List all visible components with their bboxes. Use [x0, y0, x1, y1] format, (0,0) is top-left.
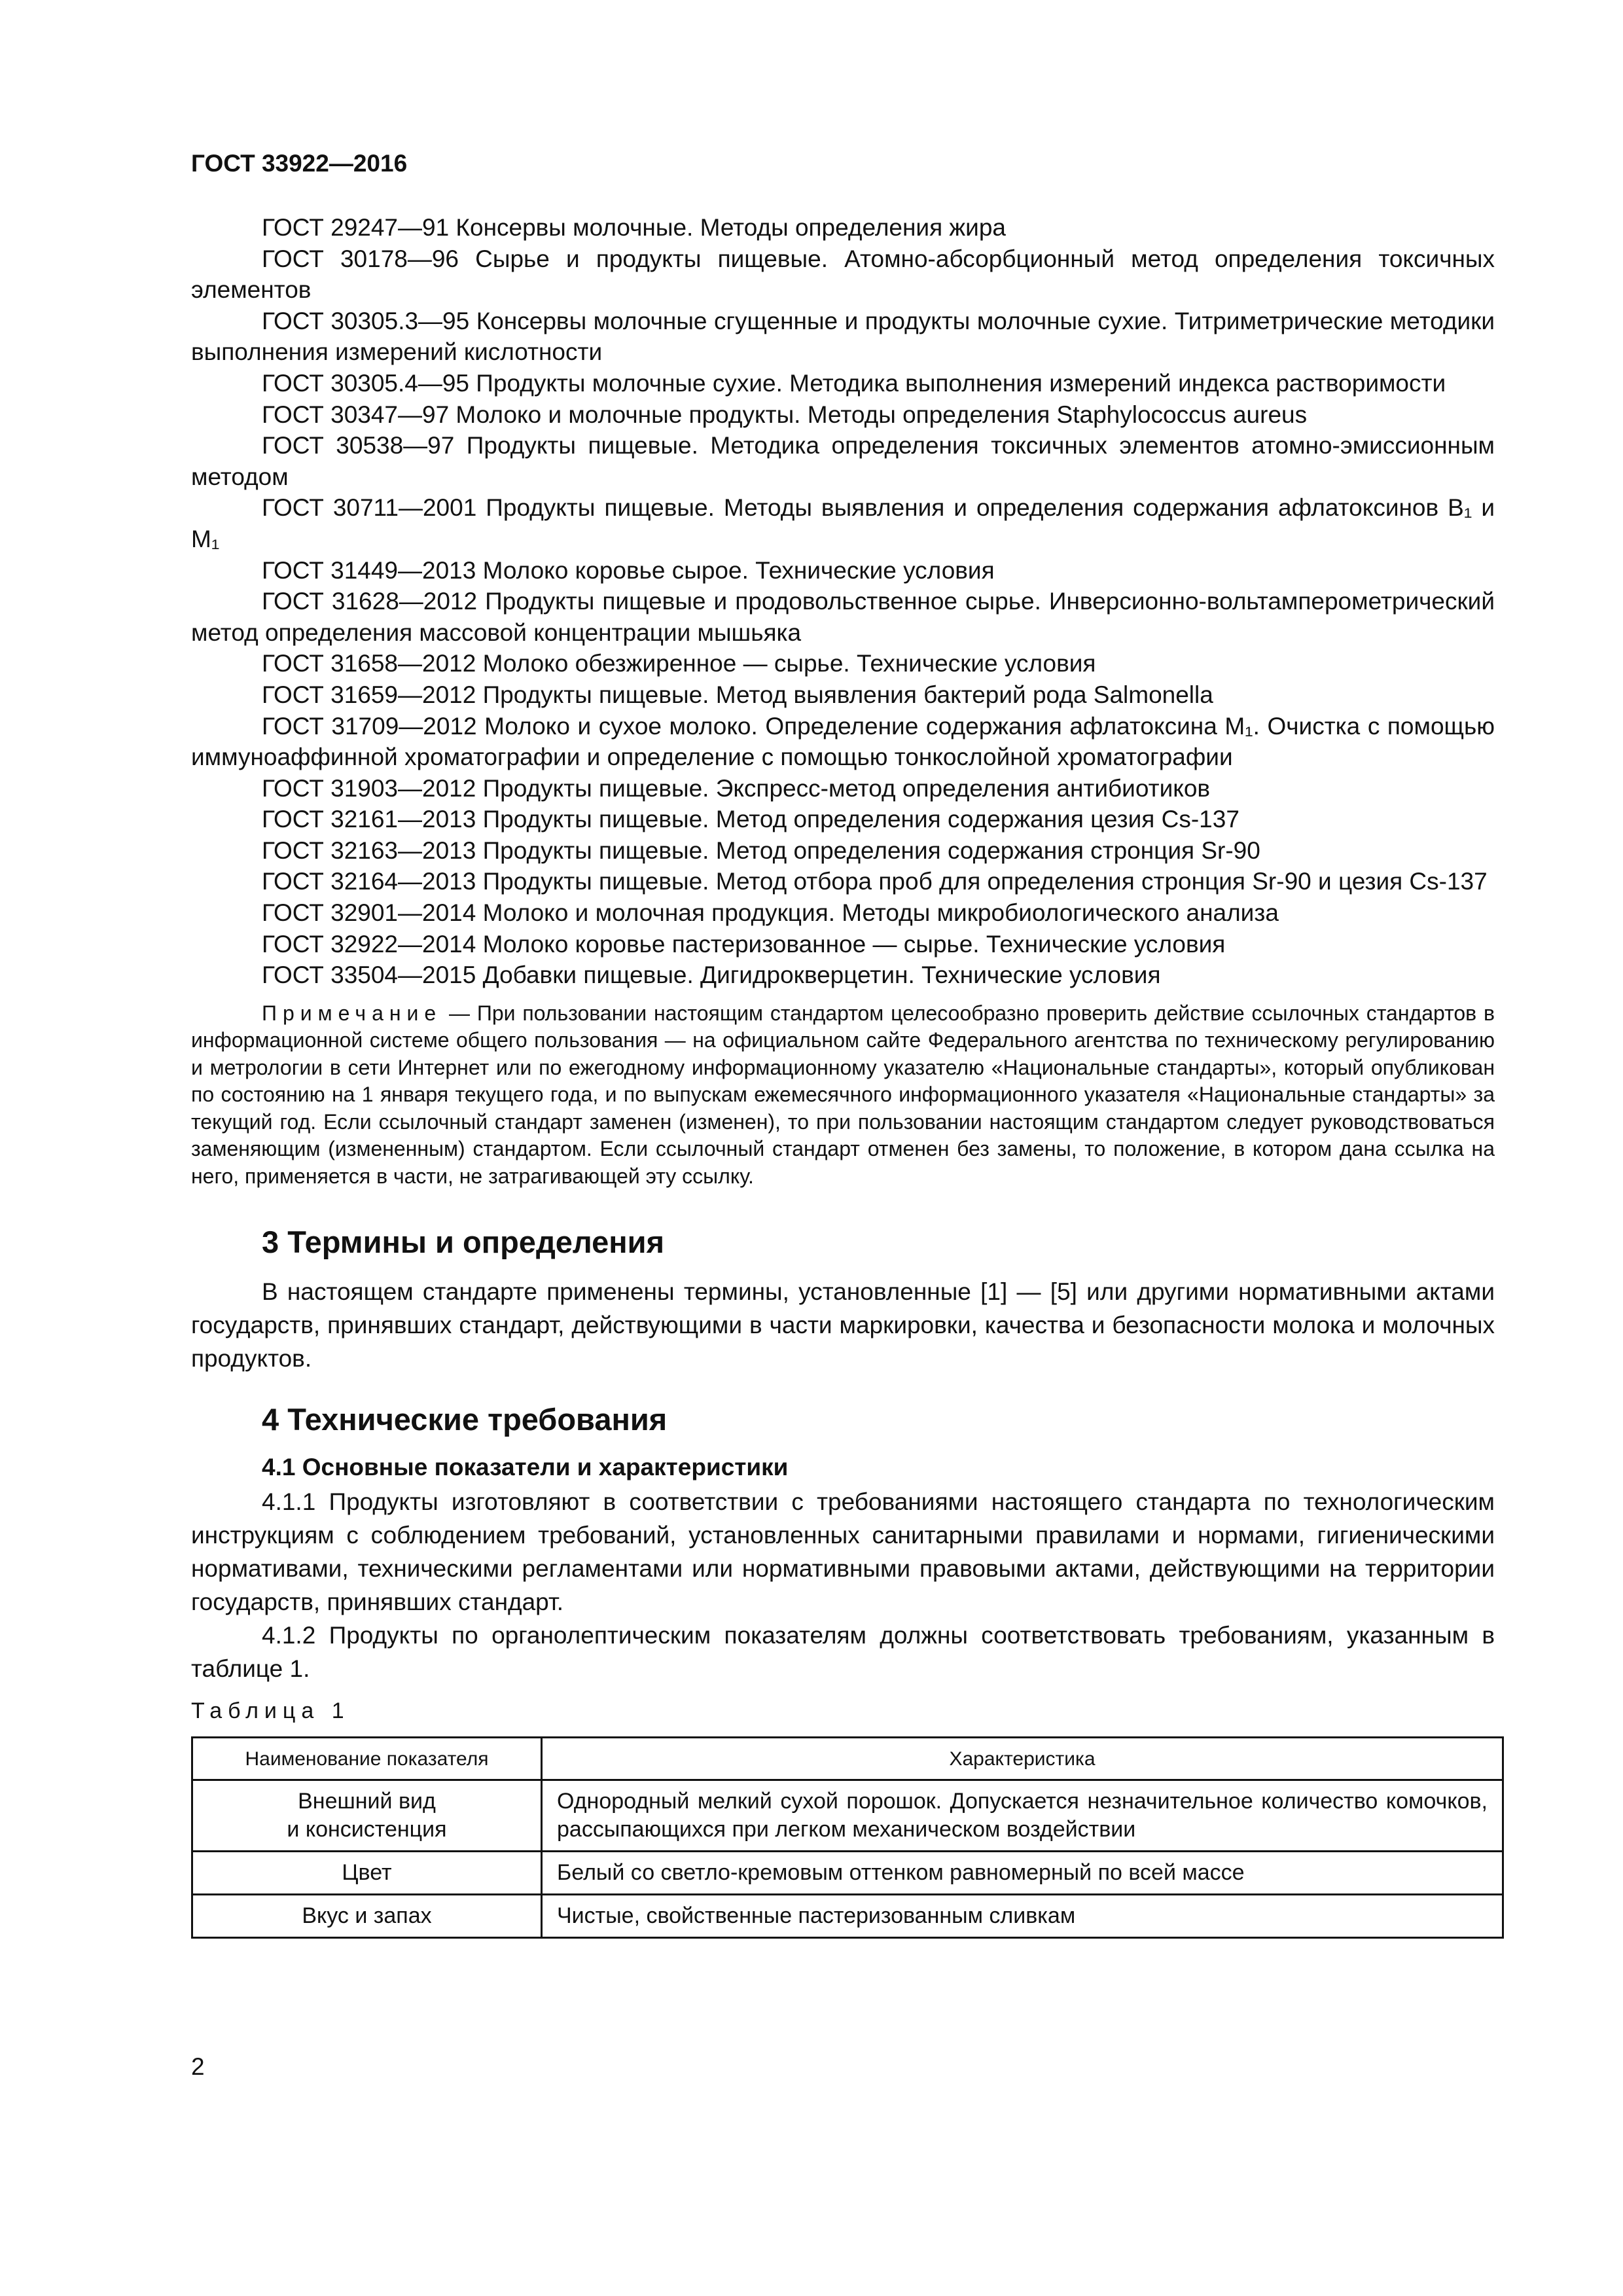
reference-item: ГОСТ 32164—2013 Продукты пищевые. Метод отбора проб для определения стронция Sr-90 и цезия Cs-137	[262, 868, 1488, 895]
indicator-cell: Вкус и запах	[192, 1895, 542, 1938]
table-header-row	[192, 1738, 1503, 1780]
paragraph-4-1-2: 4.1.2 Продукты по органолептическим показателям должны соответствовать требованиям, указанным в таблице 1.	[191, 1622, 1495, 1683]
table-row	[192, 1780, 1503, 1852]
indicator-cell: Цвет	[192, 1852, 542, 1895]
reference-item: ГОСТ 30178—96 Сырье и продукты пищевые. Атомно-абсорбционный метод определения токсичных элементов	[191, 245, 1495, 304]
table-1-caption: Таблица 1	[191, 1698, 350, 1724]
characteristic-cell: Белый со светло-кремовым оттенком равномерный по всей массе	[542, 1852, 1503, 1895]
indicator-name: и консистенция	[287, 1817, 447, 1842]
reference-item: ГОСТ 31658—2012 Молоко обезжиренное — сырье. Технические условия	[262, 650, 1096, 677]
reference-item: ГОСТ 32901—2014 Молоко и молочная продукция. Методы микробиологического анализа	[262, 899, 1279, 927]
reference-item: ГОСТ 30538—97 Продукты пищевые. Методика определения токсичных элементов атомно-эмиссионным методом	[191, 432, 1495, 490]
note-label: Примечание	[262, 1001, 442, 1025]
reference-item: ГОСТ 31903—2012 Продукты пищевые. Экспресс-метод определения антибиотиков	[262, 774, 1211, 802]
page-content	[191, 149, 1495, 1939]
header-characteristic: Характеристика	[542, 1738, 1503, 1780]
section-4-heading: 4 Технические требования	[262, 1402, 668, 1437]
indicator-name: Внешний вид	[298, 1789, 436, 1814]
page-number: 2	[191, 2053, 205, 2080]
reference-item: ГОСТ 31449—2013 Молоко коровье сырое. Технические условия	[262, 556, 995, 584]
table-row	[192, 1852, 1503, 1895]
running-header: ГОСТ 33922—2016	[191, 150, 408, 177]
subsection-4-1-heading: 4.1 Основные показатели и характеристики	[262, 1454, 789, 1481]
note-text: — При пользовании настоящим стандартом целесообразно проверить действие ссылочных стандартов в информационной системе общего пользования — на официальном сайте Федерального агентства по техническому регулированию и метрологии в сети Интернет или по ежегодному информационному указателю «Национальные стандарты», который опубликован по состоянию на 1 января текущего года, и по выпускам ежемесячного информационного указателя «Национальные стандарты» за текущий год. Если ссылочный стандарт заменен (изменен), то при пользовании настоящим стандартом следует руководствоваться заменяющим (измененным) стандартом. Если ссылочный стандарт отменен без замены, то положение, в котором дана ссылка на него, применяется в части, не затрагивающей эту ссылку.	[191, 1001, 1495, 1188]
reference-item: ГОСТ 32922—2014 Молоко коровье пастеризованное — сырье. Технические условия	[262, 930, 1226, 958]
reference-item: ГОСТ 31659—2012 Продукты пищевые. Метод выявления бактерий рода Salmonella	[262, 681, 1213, 708]
section-3-heading: 3 Термины и определения	[262, 1225, 664, 1260]
reference-item: ГОСТ 30347—97 Молоко и молочные продукты. Методы определения Staphylococcus aureus	[262, 401, 1308, 428]
table-1	[191, 1736, 1504, 1939]
normative-references-list	[191, 212, 1495, 991]
paragraph-4-1-1: 4.1.1 Продукты изготовляют в соответствии с требованиями настоящего стандарта по технологическим инструкциям с соблюдением требований, установленных санитарными правилами и нормами, гигиеническими нормативами, техническими регламентами или нормативными правовыми актами, действующими на территории государств, принявших стандарт.	[191, 1488, 1495, 1616]
table-row	[192, 1895, 1503, 1938]
reference-item: ГОСТ 31628—2012 Продукты пищевые и продовольственное сырье. Инверсионно-вольтамперометрический метод определения массовой концентрации мышьяка	[191, 588, 1495, 646]
reference-item: ГОСТ 32163—2013 Продукты пищевые. Метод определения содержания стронция Sr-90	[262, 836, 1260, 864]
reference-item: ГОСТ 30305.3—95 Консервы молочные сгущенные и продукты молочные сухие. Титриметрические методики выполнения измерений кислотности	[191, 307, 1495, 366]
references-note	[191, 1000, 1495, 1191]
header-indicator: Наименование показателя	[192, 1738, 542, 1780]
indicator-cell	[192, 1780, 542, 1852]
reference-item: ГОСТ 32161—2013 Продукты пищевые. Метод определения содержания цезия Cs-137	[262, 806, 1240, 833]
reference-item: ГОСТ 31709—2012 Молоко и сухое молоко. Определение содержания афлатоксина M₁. Очистка с помощью иммуноаффинной хроматографии и определение с помощью тонкослойной хроматографии	[191, 712, 1495, 771]
reference-item: ГОСТ 30305.4—95 Продукты молочные сухие. Методика выполнения измерений индекса растворимости	[262, 369, 1446, 397]
reference-item: ГОСТ 30711—2001 Продукты пищевые. Методы выявления и определения содержания афлатоксинов B₁ и M₁	[191, 494, 1495, 552]
section-3-text: В настоящем стандарте применены термины, установленные [1] — [5] или другими нормативными актами государств, принявших стандарт, действующими в части маркировки, качества и безопасности молока и молочных продуктов.	[191, 1278, 1495, 1372]
characteristic-cell: Чистые, свойственные пастеризованным сливкам	[542, 1895, 1503, 1938]
reference-item: ГОСТ 29247—91 Консервы молочные. Методы определения жира	[262, 214, 1006, 241]
characteristic-cell: Однородный мелкий сухой порошок. Допускается незначительное количество комочков, рассыпающихся при легком механическом воздействии	[542, 1780, 1503, 1852]
reference-item: ГОСТ 33504—2015 Добавки пищевые. Дигидрокверцетин. Технические условия	[262, 961, 1161, 989]
